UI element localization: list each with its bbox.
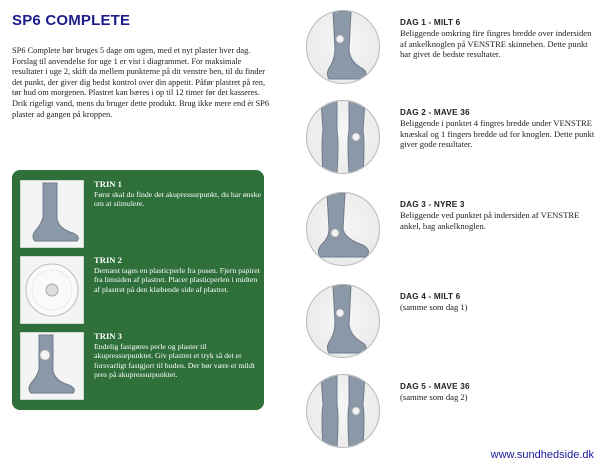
patch-icon <box>20 256 84 324</box>
step-3-heading: TRIN 3 <box>94 331 122 341</box>
step-2-text <box>94 256 262 294</box>
day-3-body: Beliggende ved punktet på indersiden af VENSTRE ankel, bag ankelknoglen. <box>400 210 580 231</box>
step-2 <box>20 256 260 326</box>
day-5-body: (samme som dag 2) <box>400 392 468 403</box>
instructions-panel <box>12 170 264 410</box>
step-2-body: Dernæst tages en plasticperle fra posen. Fjern papiret fra limsiden af plastret. Placer plasticperlen i midten af plastret på den klæbende side af plastret. <box>94 265 260 294</box>
step-2-heading: TRIN 2 <box>94 255 122 265</box>
step-1-text <box>94 180 262 209</box>
step-1-body: Først skal du finde det akupressurpunkt, du har ønske om at stimulere. <box>94 189 261 209</box>
day-1 <box>306 10 596 92</box>
step-1 <box>20 180 260 250</box>
day-2 <box>306 100 596 182</box>
intro-paragraph: SP6 Complete bør bruges 5 dage om ugen, med et nyt plaster hver dag. Forslag til anvendelse for uge 1 er vist i diagrammet. For maksimale resultater i uge 2, skift da mellem punkterne på dit venstre ben, til du finder det punkt, der giver dig bedst kontrol over din appetit. Påfør plastret på ren, tør hud om morgenen. Plastret kan bæres i op til 12 timer før det kasseres. <box>12 46 266 98</box>
day-2-text <box>400 108 596 150</box>
day-5-text <box>400 382 596 403</box>
step-3 <box>20 332 260 402</box>
step-1-heading: TRIN 1 <box>94 179 122 189</box>
day-1-heading: DAG 1 - MILT 6 <box>400 18 461 27</box>
day-3-heading: DAG 3 - NYRE 3 <box>400 200 465 209</box>
day-2-heading: DAG 2 - MAVE 36 <box>400 108 470 117</box>
step-3-text <box>94 332 262 380</box>
day-4-text <box>400 292 596 313</box>
foot-icon <box>20 180 84 248</box>
lower-leg-icon <box>306 284 380 358</box>
website-link[interactable]: www.sundhedside.dk <box>490 449 594 461</box>
ankle-icon <box>306 192 380 266</box>
knees-icon <box>306 374 380 448</box>
foot-patch-icon <box>20 332 84 400</box>
page-title: SP6 COMPLETE <box>12 12 131 29</box>
knees-icon <box>306 100 380 174</box>
day-4-heading: DAG 4 - MILT 6 <box>400 292 461 301</box>
day-3-text <box>400 200 596 231</box>
day-1-text <box>400 18 596 60</box>
day-2-body: Beliggende i punktet 4 fingres bredde under VENSTRE knæskal og 1 fingers bredde ud for knoglen. Dette punkt giver gode resultater. <box>400 118 595 150</box>
day-5 <box>306 374 596 456</box>
step-3-body: Endelig fastgøres perle og plaster til akupressurpunktet. Giv plastret et tryk så det er forsvarligt fastgjort til huden. Der bør være et mildt pres på akupressurpunktet. <box>94 341 255 380</box>
lower-leg-icon <box>306 10 380 84</box>
day-3 <box>306 192 596 274</box>
day-4-body: (samme som dag 1) <box>400 302 468 313</box>
day-5-heading: DAG 5 - MAVE 36 <box>400 382 470 391</box>
day-1-body: Beliggende omkring fire fingres bredde over indersiden af ankelknoglen på VENSTRE skinneben. Dette punkt har givet de bedste resultater. <box>400 28 592 60</box>
day-4 <box>306 284 596 366</box>
intro-text <box>12 46 274 120</box>
intro-paragraph-2: Drik rigeligt vand, mens du bruger dette produkt. Brug ikke mere end ét SP6 plaster ad gangen på kroppen. <box>12 98 270 119</box>
